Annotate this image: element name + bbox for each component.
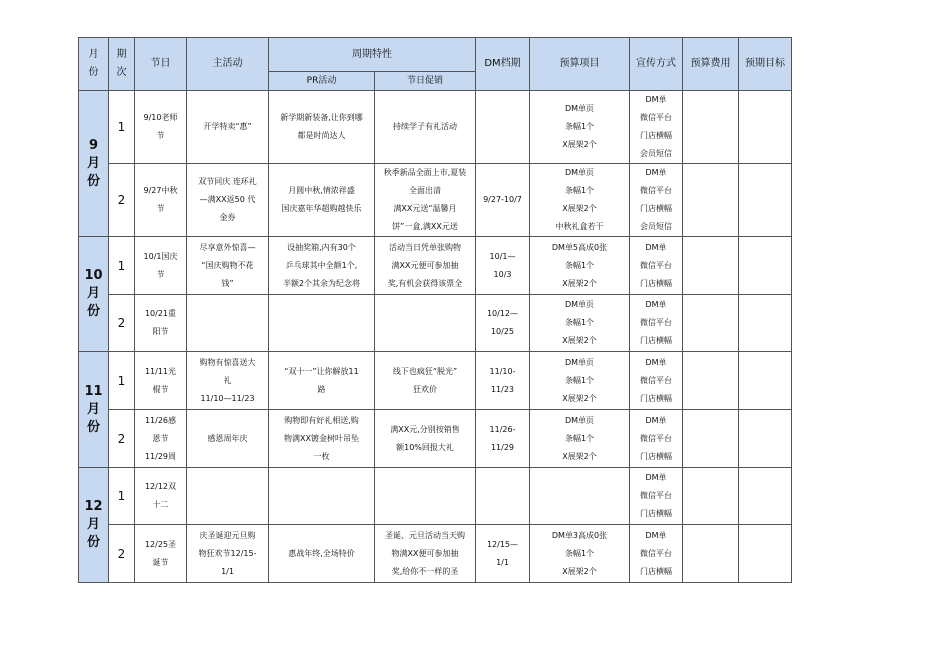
pr-cell bbox=[269, 295, 375, 352]
promo-cell: 圣诞、元旦活动当天购 物满XX便可参加抽 奖,给你不一样的圣 bbox=[375, 525, 476, 583]
table-row bbox=[79, 410, 792, 468]
table-row bbox=[79, 295, 792, 352]
budget-cost-cell bbox=[683, 352, 739, 410]
period-cell: 1 bbox=[109, 468, 135, 525]
month-label: 10 月 份 bbox=[79, 237, 109, 352]
festival-cell: 11/26感 恩节 11/29周 bbox=[135, 410, 187, 468]
budget-items-cell: DM单页 条幅1个 X展架2个 中秋礼盒若干 bbox=[530, 164, 630, 237]
budget-cost-cell bbox=[683, 410, 739, 468]
budget-items-cell: DM单页 条幅1个 X展架2个 bbox=[530, 91, 630, 164]
promo-cell: 秋季新品全面上市,夏装 全面出清 满XX元送“温馨月 饼”一盒,满XX元送 bbox=[375, 164, 476, 237]
expected-target-cell bbox=[739, 468, 792, 525]
publicity-cell: DM单 微信平台 门店横幅 bbox=[630, 468, 683, 525]
header-period: 期 次 bbox=[109, 38, 135, 91]
budget-cost-cell bbox=[683, 237, 739, 295]
publicity-cell: DM单 微信平台 门店横幅 bbox=[630, 237, 683, 295]
expected-target-cell bbox=[739, 164, 792, 237]
dm-period-cell: 12/15— 1/1 bbox=[476, 525, 530, 583]
festival-cell: 9/27中秋 节 bbox=[135, 164, 187, 237]
period-cell: 2 bbox=[109, 164, 135, 237]
festival-cell: 10/21重 阳节 bbox=[135, 295, 187, 352]
budget-items-cell: DM单页 条幅1个 X展架2个 bbox=[530, 295, 630, 352]
expected-target-cell bbox=[739, 410, 792, 468]
budget-items-cell: DM单5高成0张 条幅1个 X展架2个 bbox=[530, 237, 630, 295]
main-activity-cell bbox=[187, 468, 269, 525]
period-cell: 1 bbox=[109, 237, 135, 295]
dm-period-cell bbox=[476, 91, 530, 164]
table-row bbox=[79, 91, 792, 164]
header-main-activity: 主活动 bbox=[187, 38, 269, 91]
table-row bbox=[79, 468, 792, 525]
expected-target-cell bbox=[739, 91, 792, 164]
publicity-cell: DM单 微信平台 门店横幅 会员短信 bbox=[630, 91, 683, 164]
expected-target-cell bbox=[739, 295, 792, 352]
pr-cell: “双十一”让你解放11 路 bbox=[269, 352, 375, 410]
budget-cost-cell bbox=[683, 295, 739, 352]
dm-period-cell: 9/27-10/7 bbox=[476, 164, 530, 237]
month-label: 12 月 份 bbox=[79, 468, 109, 583]
pr-cell: 惠战年终,全场特价 bbox=[269, 525, 375, 583]
budget-cost-cell bbox=[683, 164, 739, 237]
publicity-cell: DM单 微信平台 门店横幅 bbox=[630, 410, 683, 468]
header-publicity: 宣传方式 bbox=[630, 38, 683, 91]
publicity-cell: DM单 微信平台 门店横幅 bbox=[630, 525, 683, 583]
header-budget-cost: 预算费用 bbox=[683, 38, 739, 91]
promo-cell: 持续学子有礼活动 bbox=[375, 91, 476, 164]
dm-period-cell: 10/12— 10/25 bbox=[476, 295, 530, 352]
activity-plan-table bbox=[78, 37, 792, 583]
budget-cost-cell bbox=[683, 525, 739, 583]
month-label: 11 月 份 bbox=[79, 352, 109, 468]
budget-cost-cell bbox=[683, 468, 739, 525]
period-cell: 1 bbox=[109, 91, 135, 164]
header-cycle: 周期特性 bbox=[269, 38, 476, 72]
table-row bbox=[79, 237, 792, 295]
main-activity-cell: 尽享意外惊喜— “国庆购物不花 钱” bbox=[187, 237, 269, 295]
festival-cell: 12/25圣 诞节 bbox=[135, 525, 187, 583]
main-activity-cell: 双节同庆 连环礼 —满XX返50 代 金券 bbox=[187, 164, 269, 237]
main-activity-cell bbox=[187, 295, 269, 352]
pr-cell: 月圆中秋,情浓祥盛 国庆嘉年华超购越快乐 bbox=[269, 164, 375, 237]
budget-items-cell: DM单页 条幅1个 X展架2个 bbox=[530, 410, 630, 468]
period-cell: 2 bbox=[109, 525, 135, 583]
budget-items-cell: DM单页 条幅1个 X展架2个 bbox=[530, 352, 630, 410]
expected-target-cell bbox=[739, 352, 792, 410]
budget-cost-cell bbox=[683, 91, 739, 164]
dm-period-cell: 10/1— 10/3 bbox=[476, 237, 530, 295]
header-promo: 节日促销 bbox=[375, 72, 476, 91]
table-row bbox=[79, 164, 792, 237]
header-budget-items: 预算项目 bbox=[530, 38, 630, 91]
dm-period-cell bbox=[476, 468, 530, 525]
header-month: 月 份 bbox=[79, 38, 109, 91]
main-activity-cell: 庆圣诞迎元旦购 物狂欢节12/15- 1/1 bbox=[187, 525, 269, 583]
period-cell: 1 bbox=[109, 352, 135, 410]
promo-cell bbox=[375, 468, 476, 525]
header-dm-period: DM档期 bbox=[476, 38, 530, 91]
promo-cell: 活动当日凭单张购物 满XX元便可参加抽 奖,有机会获得该票全 bbox=[375, 237, 476, 295]
pr-cell: 购物即有好礼相送,购 物满XX镀金树叶吊坠 一枚 bbox=[269, 410, 375, 468]
expected-target-cell bbox=[739, 525, 792, 583]
dm-period-cell: 11/26- 11/29 bbox=[476, 410, 530, 468]
table-row bbox=[79, 352, 792, 410]
promo-cell: 满XX元,分别按销售 额10%回报大礼 bbox=[375, 410, 476, 468]
promo-cell bbox=[375, 295, 476, 352]
header-expected-target: 预期目标 bbox=[739, 38, 792, 91]
budget-items-cell bbox=[530, 468, 630, 525]
expected-target-cell bbox=[739, 237, 792, 295]
publicity-cell: DM单 微信平台 门店横幅 会员短信 bbox=[630, 164, 683, 237]
period-cell: 2 bbox=[109, 295, 135, 352]
header-pr: PR活动 bbox=[269, 72, 375, 91]
main-activity-cell: 开学特卖“惠” bbox=[187, 91, 269, 164]
festival-cell: 12/12双 十二 bbox=[135, 468, 187, 525]
festival-cell: 11/11光 棍节 bbox=[135, 352, 187, 410]
pr-cell: 新学期新装备,让你到哪 都是时尚达人 bbox=[269, 91, 375, 164]
promo-cell: 线下也疯狂“脱光” 狂欢价 bbox=[375, 352, 476, 410]
main-activity-cell: 购物有惊喜送大 礼 11/10—11/23 bbox=[187, 352, 269, 410]
table-row bbox=[79, 525, 792, 583]
month-label: 9 月 份 bbox=[79, 91, 109, 237]
period-cell: 2 bbox=[109, 410, 135, 468]
header-festival: 节日 bbox=[135, 38, 187, 91]
dm-period-cell: 11/10- 11/23 bbox=[476, 352, 530, 410]
budget-items-cell: DM单3高成0张 条幅1个 X展架2个 bbox=[530, 525, 630, 583]
pr-cell bbox=[269, 468, 375, 525]
festival-cell: 10/1国庆 节 bbox=[135, 237, 187, 295]
pr-cell: 设抽奖箱,内有30个 乒乓球其中全额1个, 半额2个其余为纪念将 bbox=[269, 237, 375, 295]
publicity-cell: DM单 微信平台 门店横幅 bbox=[630, 295, 683, 352]
publicity-cell: DM单 微信平台 门店横幅 bbox=[630, 352, 683, 410]
festival-cell: 9/10老师 节 bbox=[135, 91, 187, 164]
main-activity-cell: 感恩周年庆 bbox=[187, 410, 269, 468]
